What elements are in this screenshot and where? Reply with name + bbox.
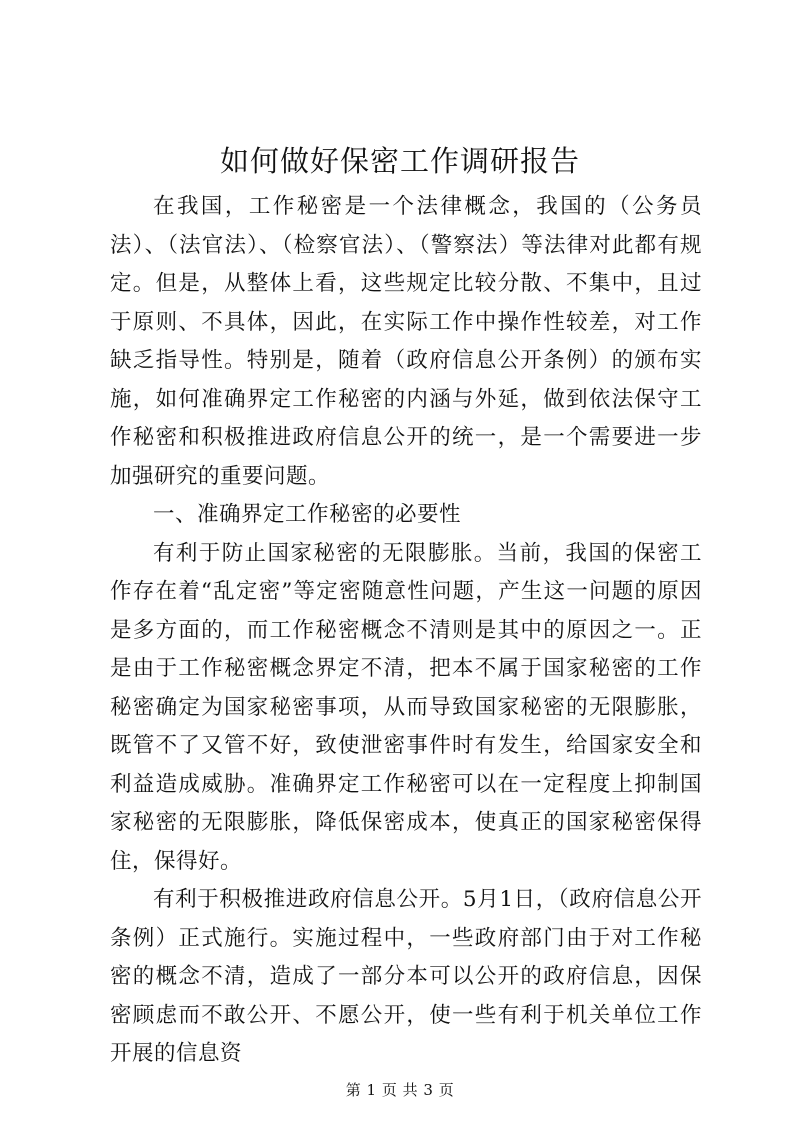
paragraph-intro: 在我国，工作秘密是一个法律概念，我国的（公务员法）、（法官法）、（检察官法）、（警察法）等法律对此都有规定。但是，从整体上看，这些规定比较分散、不集中，且过于原则、不具体，因此，在实际工作中操作性较差，对工作缺乏指导性。特别是，随着（政府信息公开条例）的颁布实施，如何准确界定工作秘密的内涵与外延，做到依法保守工作秘密和积极推进政府信息公开的统一，是一个需要进一步加强研究的重要问题。	[110, 194, 702, 489]
paragraph-info-disclosure: 有利于积极推进政府信息公开。5月1日，（政府信息公开条例）正式施行。实施过程中，一些政府部门由于对工作秘密的概念不清，造成了一部分本可以公开的政府信息，因保密顾虑而不敢公开、不愿公开，使一些有利于机关单位工作开展的信息资	[110, 887, 702, 1066]
page-number-footer: 第 1 页 共 3 页	[345, 1081, 455, 1099]
document-title: 如何做好保密工作调研报告	[219, 144, 580, 178]
section-heading: 一、准确界定工作秘密的必要性	[153, 502, 462, 527]
paragraph-prevent-expansion: 有利于防止国家秘密的无限膨胀。当前，我国的保密工作存在着“乱定密”等定密随意性问题，产生这一问题的原因是多方面的，而工作秘密概念不清则是其中的原因之一。正是由于工作秘密概念界定不清，把本不属于国家秘密的工作秘密确定为国家秘密事项，从而导致国家秘密的无限膨胀，既管不了又管不好，致使泄密事件时有发生，给国家安全和利益造成威胁。准确界定工作秘密可以在一定程度上抑制国家秘密的无限膨胀，降低保密成本，使真正的国家秘密保得住，保得好。	[110, 540, 702, 874]
document-body	[110, 188, 702, 1074]
